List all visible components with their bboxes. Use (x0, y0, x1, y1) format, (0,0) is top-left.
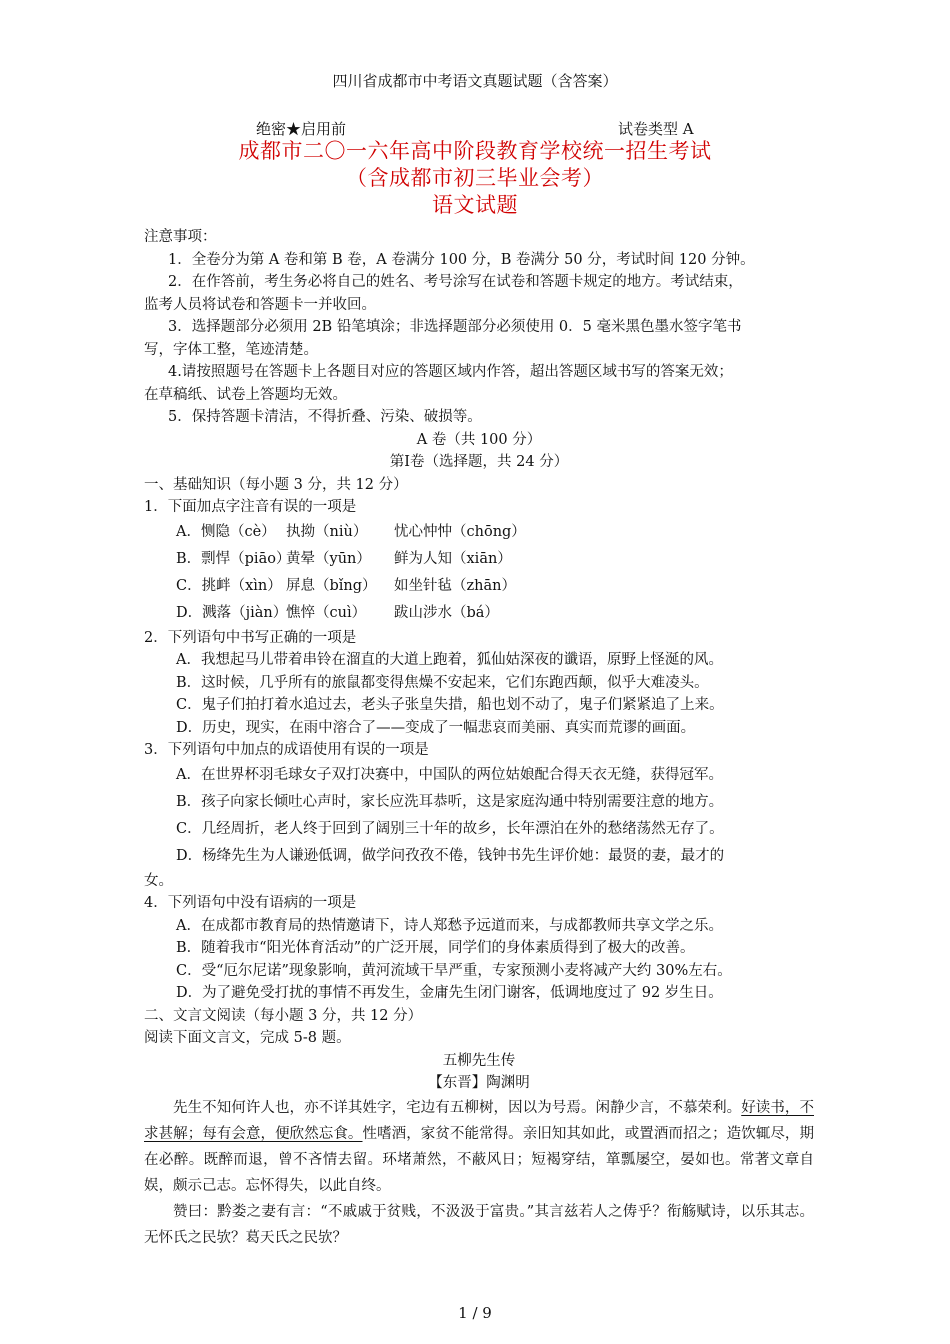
section-heading: 二、文言文阅读（每小题 3 分，共 12 分） (144, 1007, 423, 1024)
running-head: 四川省成都市中考语文真题试题（含答案） (332, 72, 618, 90)
secret-label: 绝密★启用前 (256, 120, 347, 138)
q4-option-b: B．随着我市“阳光体育活动”的广泛开展，同学们的身体素质得到了极大的改善。 (176, 940, 695, 956)
q1-d-3: 跋山涉水（bá） (394, 604, 499, 621)
q2-option-a: A．我想起马儿带着串铃在溜直的大道上跑着，狐仙姑深夜的谶语，原野上怪涎的风。 (176, 652, 723, 668)
q2-option-d: D．历史，现实，在雨中溶合了——变成了一幅悲哀而美丽、真实而荒谬的画面。 (176, 719, 696, 736)
essay-paragraph-1 (144, 1095, 814, 1199)
question-1: 1．下面加点字注音有误的一项是 (144, 499, 357, 515)
q1-b-2: 黄晕（yūn） (286, 550, 371, 567)
q3-option-c: C．几经周折，老人终于回到了阔别三十年的故乡，长年漂泊在外的愁绪荡然无存了。 (176, 820, 724, 837)
reading-instruction: 阅读下面文言文，完成 5-8 题。 (144, 1030, 351, 1046)
page-number: 1 / 9 (458, 1304, 492, 1322)
notice-line: 在草稿纸、试卷上答题均无效。 (144, 386, 347, 403)
q1-option-b (144, 546, 814, 573)
notice-line: 1．全卷分为第 A 卷和第 B 卷，A 卷满分 100 分，B 卷满分 50 分，考试时间 120 分钟。 (168, 251, 755, 268)
question-3: 3．下列语句中加点的成语使用有误的一项是 (144, 742, 429, 758)
essay-p1-part-b: 性嗜酒，家贫不能常得。亲旧知其如此，或置酒而招之；造饮辄尽，期在必醉。既醉而退，曾不吝情去留。环堵萧然，不蔽风日；短褐穿结，箪瓢屡空，晏如也。常著文章自娱，颇示己志。忘怀得失，以此自终。 (144, 1125, 814, 1194)
exam-title (0, 138, 950, 219)
paper-type-label: 试卷类型 A (618, 120, 694, 138)
question-2: 2．下列语句中书写正确的一项是 (144, 629, 357, 646)
essay-p1-part-a: 先生不知何许人也，亦不详其姓字，宅边有五柳树，因以为号焉。闲静少言，不慕荣利。 (173, 1099, 742, 1116)
essay-title: 五柳先生传 (442, 1052, 516, 1069)
notice-line: 5．保持答题卡清洁，不得折叠、污染、破损等。 (168, 409, 482, 425)
q1-d-1: D．溅落（jiàn） (176, 604, 288, 621)
q1-a-1: A．恻隐（cè） (176, 523, 276, 540)
exam-body (144, 226, 814, 1251)
q1-c-3: 如坐针毡（zhān） (394, 577, 516, 594)
q4-option-d: D．为了避免受打扰的事情不再发生，金庸先生闭门谢客，低调地度过了 92 岁生日。 (176, 985, 723, 1001)
q2-option-b: B．这时候，几乎所有的旅鼠都变得焦燥不安起来，它们东跑西颠，似乎大难凌头。 (176, 674, 709, 691)
q1-a-3: 忧心忡忡（chōng） (394, 523, 526, 540)
volume-heading: A 卷（共 100 分） (416, 431, 542, 448)
q1-c-1: C．挑衅（xìn） (176, 577, 282, 594)
q1-c-2: 屏息（bǐng） (286, 577, 377, 594)
q1-d-2: 憔悴（cuì） (286, 604, 367, 621)
notice-line: 4.请按照题号在答题卡上各题目对应的答题区域内作答，超出答题区域书写的答案无效； (168, 364, 733, 380)
notice-line: 3．选择题部分必须用 2B 铅笔填涂；非选择题部分必须使用 0．5 毫米黑色墨水签字笔书 (168, 319, 742, 335)
q1-a-2: 执拗（niù） (286, 523, 368, 540)
essay-paragraph-2: 赞曰：黔娄之妻有言：“不戚戚于贫贱，不汲汲于富贵。”其言兹若人之俦乎？衔觞赋诗，以乐其志。无怀氏之民欤？葛天氏之民欤？ (144, 1203, 814, 1246)
q3-option-b: B．孩子向家长倾吐心声时，家长应洗耳恭听，这是家庭沟通中特别需要注意的地方。 (176, 793, 724, 810)
question-4: 4．下列语句中没有语病的一项是 (144, 895, 357, 911)
notice-line: 2．在作答前，考生务必将自己的姓名、考号涂写在试卷和答题卡规定的地方。考试结束， (168, 274, 743, 290)
q3-option-a: A．在世界杯羽毛球女子双打决赛中，中国队的两位姑娘配合得天衣无缝，获得冠军。 (176, 766, 723, 783)
q1-option-c (144, 573, 814, 600)
notice-line: 监考人员将试卷和答题卡一并收回。 (144, 296, 376, 313)
section-heading: 一、基础知识（每小题 3 分，共 12 分） (144, 476, 408, 493)
title-line-1: 成都市二〇一六年高中阶段教育学校统一招生考试 (238, 139, 712, 163)
essay-p1-underlined: 好读书，不求甚解；每有会意，便欣然忘食。 (144, 1099, 814, 1142)
part-heading: 第Ⅰ卷（选择题，共 24 分） (389, 454, 569, 470)
q2-option-c: C．鬼子们拍打着水追过去，老头子张皇失措，船也划不动了，鬼子们紧紧追了上来。 (176, 697, 724, 713)
q3-option-d: D．杨绛先生为人谦逊低调，做学问孜孜不倦，钱钟书先生评价她：最贤的妻，最才的 (176, 847, 725, 864)
q4-option-c: C．受“厄尔尼诺”现象影响，黄河流域干旱严重，专家预测小麦将减产大约 30%左右。 (176, 962, 732, 979)
q1-option-a (144, 519, 814, 546)
notice-heading: 注意事项： (144, 229, 217, 245)
title-line-2: （含成都市初三毕业会考） (346, 166, 604, 190)
q3-option-d-cont: 女。 (144, 872, 173, 889)
essay-author: 【东晋】陶渊明 (428, 1075, 530, 1091)
q1-b-3: 鲜为人知（xiān） (394, 550, 512, 567)
notice-line: 写，字体工整，笔迹清楚。 (144, 341, 318, 358)
q1-option-d (144, 600, 814, 627)
q4-option-a: A．在成都市教育局的热情邀请下，诗人郑愁予远道而来，与成都教师共享文学之乐。 (176, 917, 723, 934)
title-line-3: 语文试题 (432, 193, 518, 217)
q1-b-1: B．剽悍（piāo） (176, 550, 291, 567)
